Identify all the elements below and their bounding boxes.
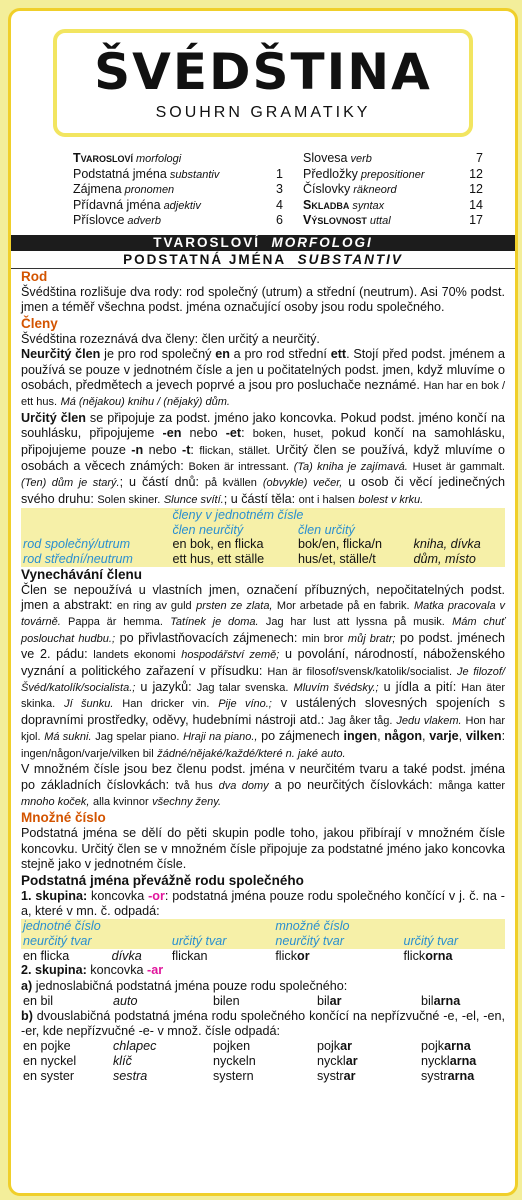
toc-page: 4 (276, 197, 283, 212)
toc-latin: verb (350, 153, 372, 165)
table-header: určitý tvar (403, 933, 459, 948)
text: jednoslabičná podstatná jména pouze rodu společného: (32, 978, 348, 993)
example-translation: (obvykle) večer, (262, 477, 343, 490)
paragraph-cleny-intro: Švédština rozeznává dva členy: člen určitý a neurčitý. (21, 331, 320, 346)
toc-latin: adjektiv (163, 199, 201, 212)
toc-page: 3 (276, 182, 283, 197)
ending: or (297, 948, 310, 963)
toc-item (303, 151, 483, 167)
cell: ett hus, ett ställe (172, 552, 265, 567)
example: ingen/någon/varje/vilken bil (21, 747, 154, 760)
cell: en bok, en flicka (172, 537, 264, 552)
term: 2. skupina: (21, 963, 87, 978)
text: u povolání, národností, náboženského vyznání a politického zařazení v přísudku: (21, 647, 506, 678)
toc-label-group (73, 167, 219, 183)
toc-label: Zájmena (73, 182, 122, 197)
term: Neurčitý člen (21, 347, 101, 362)
toc-page: 17 (469, 213, 483, 228)
term: en (215, 347, 230, 362)
toc-latin: pronomen (124, 184, 175, 197)
example-translation: Pije víno.; (218, 698, 272, 711)
text: po podst. jménech ve 2. pádu: (21, 630, 506, 662)
cell (419, 994, 505, 1009)
heading-vynechavani: Vynechávání členu (21, 566, 143, 582)
toc-label-group (73, 151, 181, 167)
example: Han är filosof/svensk/katolik/socialist. (267, 665, 453, 678)
term: varje (429, 729, 459, 744)
example-translation: Je filozof/Švéd/katolík/socialista.; (21, 665, 506, 695)
example-translation: Matka pracovala v továrně. (21, 600, 506, 629)
cell: en pojke (23, 1039, 71, 1054)
cell (273, 949, 401, 964)
toc-item (73, 182, 283, 198)
table-header: jednotné číslo (23, 919, 101, 934)
table-header: člen neurčitý (172, 522, 244, 537)
example: alla kvinnor (92, 795, 149, 808)
toc-latin: uttal (369, 215, 391, 228)
toc-label-group (73, 182, 174, 198)
toc-label: Číslovky (303, 182, 351, 197)
toc-item (73, 167, 283, 183)
text: koncovka (86, 963, 147, 978)
example: Han har en bok / ett hus. (21, 380, 505, 409)
example: Jag talar svenska. (196, 682, 289, 695)
toc-latin: substantiv (169, 168, 220, 181)
cell (315, 1039, 419, 1054)
stem: pojk (421, 1039, 445, 1054)
cell (315, 994, 419, 1009)
cell: systern (213, 1068, 254, 1083)
text: . Stojí před podst. jménem a používá se pouze v jednotném čísle a jen u počitatelných podst. jmen, když mluvíme o osobách, předmětech a jevech poprvé a jsou pro posluchače neznámé. (21, 347, 506, 392)
example: Jag har lust att lyssna på musik. (265, 616, 445, 629)
example: på kvällen (204, 477, 257, 490)
text: , (458, 729, 466, 744)
table-header: neurčitý tvar (275, 933, 344, 948)
title-box (53, 29, 473, 137)
paragraph-skupina-2a (21, 979, 505, 994)
stem: bil (317, 993, 330, 1008)
example-translation: Má sukni. (44, 731, 92, 744)
table-header: člen určitý (298, 522, 355, 537)
ending: arna (433, 993, 461, 1008)
paragraph-skupina-2 (21, 963, 505, 978)
table-header: členy v jednotném čísle (172, 508, 304, 523)
stem: nyckl (421, 1053, 450, 1068)
example: Pappa är hemma. (68, 616, 163, 629)
toc-right-column (303, 151, 483, 229)
cell: kniha, dívka (413, 537, 481, 552)
text: po přivlastňovacích zájmenech: (115, 630, 302, 645)
text: se připojuje za podst. jméno jako koncovka. Pokud podst. jméno končí na souhlásku, připojujeme (21, 410, 505, 441)
stem: systr (421, 1068, 448, 1083)
text: a po neurčitých číslovkách: (268, 777, 439, 792)
table-header: určitý tvar (171, 933, 227, 948)
term: -t (182, 442, 191, 457)
table-row (21, 552, 505, 567)
heading-spolecny-rod: Podstatná jména převážně rodu společného (21, 872, 304, 888)
toc-item (73, 198, 283, 214)
example-translation: dva domy (218, 779, 269, 792)
text: nebo (143, 442, 183, 457)
toc-label-group (73, 213, 161, 229)
text: ; u částí těla: (223, 491, 299, 506)
text: a pro rod střední (229, 347, 331, 362)
cell (315, 1069, 419, 1084)
toc-label: Podstatná jména (73, 166, 167, 181)
toc-label: Předložky (303, 166, 358, 181)
example-translation: Mám chuť poslouchat hudbu.; (21, 616, 506, 645)
example: många katter (438, 779, 505, 792)
toc-label: Výslovnost (303, 213, 367, 228)
example-translation: Má (nějakou) knihu / (nějaký) dům. (60, 396, 230, 409)
section-band (11, 235, 515, 251)
paragraph-mnozne-bez-clenu (21, 762, 505, 810)
band-title: TVAROSLOVÍ (153, 234, 260, 250)
cell: en flicka (23, 948, 70, 963)
text: u osob či věcí jedinečných svého druhu: (21, 475, 505, 506)
term: b) (21, 1008, 33, 1023)
text: ; u částí dnů: (119, 475, 205, 490)
text: : (241, 426, 253, 441)
text: : (501, 729, 506, 744)
toc-item (303, 198, 483, 214)
text: pokud končí na samohlásku, připojujeme pouze (21, 426, 505, 457)
content-body (11, 269, 515, 1083)
example-translation: všechny ženy. (152, 795, 222, 808)
page-title: ŠVÉDŠTINA (94, 43, 432, 101)
cell: klíč (113, 1053, 132, 1068)
table-row (21, 949, 505, 964)
toc-page: 6 (276, 213, 283, 228)
table-row (21, 1039, 505, 1054)
example: en ring av guld (116, 600, 192, 613)
text: v ustálených slovesných spojeních s dopravními prostředky, oděvy, hudebními nástroji atd.: (21, 696, 506, 727)
cell (419, 1039, 505, 1054)
toc-label-group (303, 151, 372, 167)
example-translation: Hraji na piano., (183, 731, 258, 744)
cell: auto (113, 993, 138, 1008)
example: Han äter skinka. (21, 682, 506, 711)
ending: arna (449, 1053, 477, 1068)
term: -en (162, 426, 182, 441)
toc-label-group (303, 167, 424, 183)
toc-page: 12 (469, 166, 483, 181)
term: vilken (465, 729, 502, 744)
stem: flick (275, 948, 298, 963)
toc-label-group (303, 198, 384, 214)
term: ett (330, 347, 347, 362)
table-header: množné číslo (275, 919, 350, 934)
ending: ar (343, 1068, 356, 1083)
example: min bror (301, 632, 344, 645)
cell: hus/et, ställe/t (298, 552, 376, 567)
row-label: rod společný/utrum (23, 537, 131, 552)
table-header: neurčitý tvar (23, 933, 92, 948)
paragraph-vynechavani (21, 583, 505, 762)
subsection-band (11, 251, 515, 269)
toc-latin: adverb (127, 215, 162, 228)
stem: nyckl (317, 1053, 346, 1068)
example: boken, huset, (252, 428, 324, 441)
cell: en nyckel (23, 1053, 77, 1068)
table-of-contents (11, 137, 515, 229)
toc-label-group (303, 213, 391, 229)
table-row (21, 994, 505, 1009)
example-translation: Slunce svítí. (163, 493, 224, 506)
subband-title: PODSTATNÁ JMÉNA (123, 251, 287, 267)
text: dvouslabičná podstatná jména rodu společného končící na nepřízvučné -e, -el, -en, -er, kde nepřízvučné -e- v množ. čísle odpadá: (21, 1008, 505, 1038)
cell: pojken (213, 1039, 251, 1054)
example: Jag spelar piano. (95, 731, 180, 744)
toc-label-group (303, 182, 397, 198)
text: , (422, 729, 430, 744)
cell: bilen (213, 993, 240, 1008)
term: ingen (343, 729, 378, 744)
example: ont i halsen (298, 493, 355, 506)
example-translation: Mluvím švédsky.; (293, 682, 379, 695)
cell: dívka (111, 948, 142, 963)
cell: en bil (23, 993, 54, 1008)
text: nebo (181, 426, 226, 441)
example-translation: Tatínek je doma. (170, 616, 259, 629)
stem: pojk (317, 1039, 341, 1054)
cell: chlapec (113, 1039, 157, 1054)
articles-table (21, 508, 505, 566)
heading-mnozne-cislo: Množné číslo (21, 810, 106, 826)
toc-page: 7 (476, 151, 483, 165)
ending: arna (444, 1039, 471, 1054)
stem: systr (317, 1068, 344, 1083)
text: : podstatná jména pouze rodu společného končící v j. č. na -a, které v mn. č. odpadá: (21, 888, 505, 918)
table-row (21, 537, 505, 552)
plural-table-2a (21, 994, 505, 1009)
example-translation: (Ta) kniha je zajímavá. (293, 461, 408, 474)
example-translation: (Ten) dům je starý. (21, 477, 120, 490)
toc-item (73, 151, 283, 167)
toc-label: Slovesa (303, 151, 348, 165)
toc-label-group (73, 198, 201, 214)
ending: ar (345, 1053, 358, 1068)
term: a) (21, 978, 33, 993)
paragraph-rod: Švédština rozlišuje dva rody: rod společný (utrum) a střední (neutrum). Asi 70% podst. jmen a téměř všechna podst. jména označující osoby jsou rodu společného. (21, 284, 505, 315)
ending: ar (340, 1039, 353, 1054)
toc-left-column (73, 151, 283, 229)
cell (401, 949, 505, 964)
stem: flick (403, 948, 426, 963)
example: Han dricker vin. (122, 698, 210, 711)
subband-latin: SUBSTANTIV (297, 251, 403, 267)
example-translation: Jedu vlakem. (396, 714, 462, 727)
example: flickan, stället. (199, 444, 271, 457)
text: V množném čísle jsou bez členu podst. jména v neurčitém tvaru a také podst. jména po základních číslovkách: (21, 762, 505, 792)
example-translation: Jí šunku. (64, 698, 114, 711)
toc-latin: prepositioner (360, 168, 425, 181)
example-translation: můj bratr; (347, 632, 396, 645)
paragraph-skupina-2b (21, 1009, 505, 1040)
term: -et (225, 426, 242, 441)
text: po zájmenech (257, 729, 344, 744)
cell: sestra (113, 1068, 148, 1083)
example: Hon har kjol. (21, 714, 506, 744)
toc-latin: syntax (352, 199, 385, 212)
text: Určitý člen se používá, když mluvíme o osobách a věcech známých: (21, 442, 506, 474)
ending: arna (447, 1068, 475, 1083)
paragraph-mnozne-cislo: Podstatná jména se dělí do pěti skupin podle toho, jakou přibírají v množném čísle koncovku. Určitý člen se v množném čísle připojuje za podstatné jméno jako koncovka stejně jako v jednotném čísle. (21, 826, 505, 872)
text: u jídla a pití: (378, 680, 462, 695)
page-subtitle: SOUHRN GRAMATIKY (155, 104, 371, 121)
grammar-card (8, 8, 518, 1196)
table-row (21, 1054, 505, 1069)
toc-item (303, 167, 483, 183)
cell: bok/en, flicka/n (298, 537, 383, 552)
cell: en syster (23, 1068, 75, 1083)
example: två hus (174, 779, 213, 792)
cell: flickan (171, 948, 208, 963)
text: je pro rod společný (100, 347, 216, 362)
term: någon (384, 729, 423, 744)
toc-item (73, 213, 283, 229)
text: : (190, 442, 200, 457)
cell: nyckeln (213, 1053, 256, 1068)
text: u jazyků: (135, 680, 197, 695)
text: koncovka (87, 888, 149, 903)
toc-label: Příslovce (73, 213, 125, 228)
heading-cleny: Členy (21, 315, 58, 331)
toc-page: 14 (469, 197, 483, 212)
term: Určitý člen (21, 410, 86, 425)
ending: ar (329, 993, 342, 1008)
toc-page: 1 (276, 166, 283, 181)
example: Huset är gammalt. (412, 461, 505, 474)
paragraph-skupina-1 (21, 889, 505, 920)
term: 1. skupina: (21, 888, 88, 903)
plural-table-1 (21, 919, 505, 963)
plural-table-2b (21, 1039, 505, 1083)
example-translation: žádné/nějaké/každé/které n. jaké auto. (157, 747, 346, 760)
toc-page: 12 (469, 182, 483, 197)
toc-latin: morfologi (135, 153, 182, 165)
heading-rod: Rod (21, 268, 48, 284)
example-translation: hospodářství země; (181, 649, 280, 662)
toc-item (303, 213, 483, 229)
ending: orna (425, 948, 453, 963)
cell: dům, místo (413, 552, 476, 567)
cell (419, 1069, 505, 1084)
toc-latin: räkneord (353, 184, 397, 197)
example: Mor arbetade på en fabrik. (276, 600, 410, 613)
example-translation: mnoho koček, (21, 795, 90, 808)
band-latin: MORFOLOGI (271, 234, 373, 250)
text: Člen se nepoužívá u vlastních jmen, označení příbuzných, nepočitatelných podst. jmen a abstrakt: (21, 582, 505, 613)
example: Jag åker tåg. (328, 714, 393, 727)
toc-item (303, 182, 483, 198)
example: Boken är intressant. (188, 461, 289, 474)
toc-label: Přídavná jména (73, 197, 161, 212)
toc-label: Skladba (303, 197, 350, 212)
cell (419, 1054, 505, 1069)
cell (315, 1054, 419, 1069)
example: Solen skiner. (97, 493, 161, 506)
table-row (21, 1069, 505, 1084)
row-label: rod střední/neutrum (23, 552, 133, 567)
toc-label: Tvarosloví (73, 151, 133, 165)
term: -n (131, 442, 144, 457)
ending: -ar (147, 963, 164, 978)
paragraph-neurcity (21, 347, 505, 411)
text: , (377, 729, 385, 744)
example-translation: bolest v krku. (358, 493, 424, 506)
example: landets ekonomi (93, 649, 176, 662)
example-translation: prsten ze zlata, (196, 600, 273, 613)
paragraph-urcity (21, 411, 505, 508)
stem: bil (421, 993, 434, 1008)
ending: -or (148, 888, 165, 903)
